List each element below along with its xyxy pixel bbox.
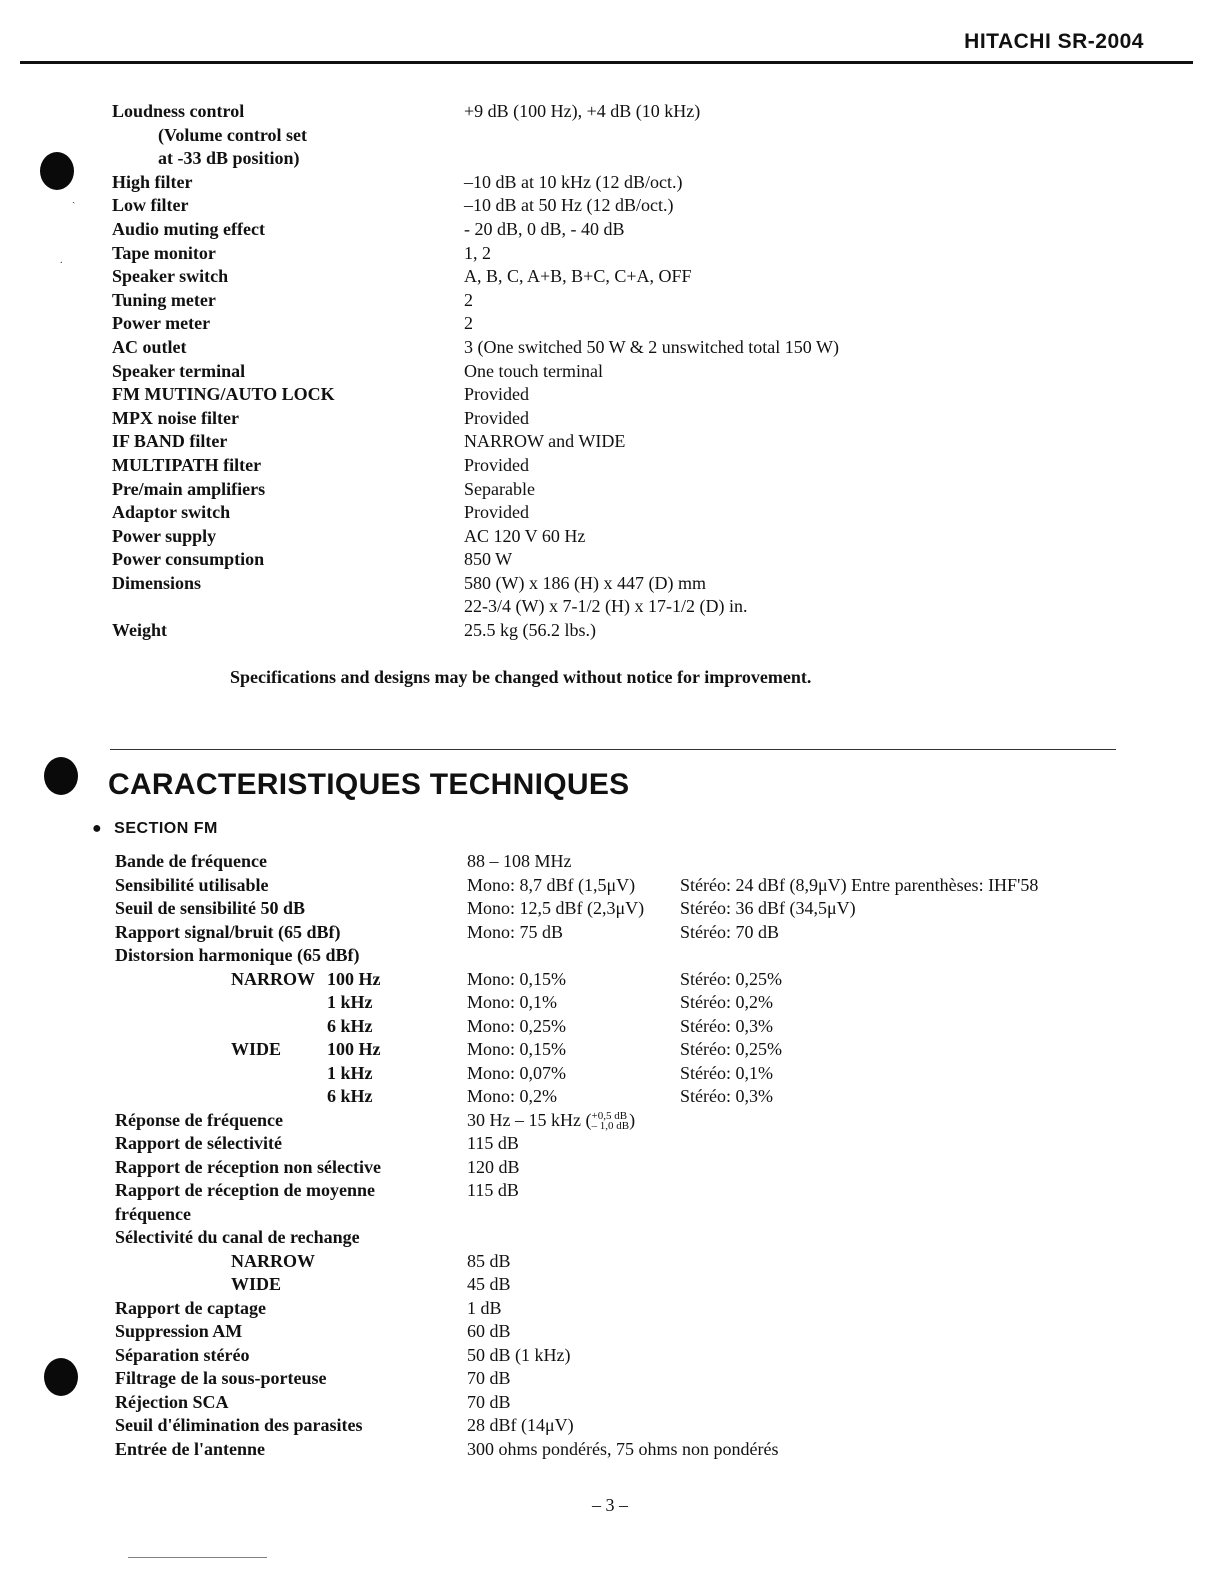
fm-mono-text: 88 – 108 MHz: [467, 851, 572, 871]
spec-value: 2: [464, 313, 473, 334]
fm-spec-label: Rapport de réception de moyenne: [115, 1180, 375, 1200]
spec-label: Tape monitor: [112, 242, 216, 263]
fm-mono-value: [467, 1203, 680, 1227]
fm-frequency-label: 100 Hz: [327, 968, 381, 989]
spec-row: [112, 124, 839, 148]
fm-spec-row: [115, 1132, 1038, 1156]
spec-row: [112, 430, 839, 454]
fm-mono-value: [467, 1132, 680, 1156]
spec-label: Power consumption: [112, 549, 265, 570]
fm-mono-value: [467, 944, 680, 968]
spec-value: AC 120 V 60 Hz: [464, 525, 586, 546]
fm-spec-row: [115, 1038, 1038, 1062]
footer-rule: [128, 1557, 267, 1558]
spec-row: [112, 572, 839, 596]
spec-value: 3 (One switched 50 W & 2 unswitched total 150 W): [464, 336, 839, 357]
fm-spec-row: [115, 968, 1038, 992]
fm-frequency-label: 1 kHz: [327, 1062, 373, 1083]
spec-label: Power supply: [112, 525, 217, 546]
fm-stereo-value: Stéréo: 36 dBf (34,5μV): [680, 898, 856, 918]
spec-label: Pre/main amplifiers: [112, 478, 266, 499]
fm-mono-text: 85 dB: [467, 1250, 511, 1271]
spec-row: [112, 312, 839, 336]
specifications-notice: Specifications and designs may be changed without notice for improvement.: [230, 667, 812, 687]
spec-row: [112, 289, 839, 313]
fm-spec-row: [115, 1156, 1038, 1180]
fm-spec-row: [115, 1344, 1038, 1368]
fm-spec-label: Rapport de réception non sélective: [115, 1156, 381, 1177]
bullet-icon: ●: [92, 820, 103, 837]
fm-mono-text: Mono: 8,7 dBf (1,5μV): [467, 874, 636, 895]
fm-mono-text: 115 dB: [467, 1133, 519, 1153]
fm-spec-label: Rapport de captage: [115, 1297, 266, 1318]
fm-mono-value: [467, 1391, 680, 1415]
fm-mono-text: Mono: 0,1%: [467, 992, 557, 1012]
fm-mono-text: Mono: 0,2%: [467, 1086, 557, 1106]
spec-row: [112, 336, 839, 360]
fm-spec-label: Bande de fréquence: [115, 851, 267, 871]
fm-spec-row: [115, 850, 1038, 874]
fm-stereo-value: Stéréo: 24 dBf (8,9μV) Entre parenthèses: IHF'58: [680, 874, 1039, 895]
fm-mode-label: WIDE: [231, 1274, 282, 1294]
fm-spec-row: [115, 1297, 1038, 1321]
spec-row: [112, 383, 839, 407]
fm-spec-row: [115, 1179, 1038, 1203]
spec-value: 1, 2: [464, 242, 491, 263]
fm-mono-value: [467, 1320, 680, 1344]
fm-mono-value: [467, 1367, 680, 1391]
spec-label: MPX noise filter: [112, 407, 239, 428]
fm-mono-text: 70 dB: [467, 1368, 511, 1388]
spec-value: Provided: [464, 384, 529, 405]
fm-spec-label: fréquence: [115, 1203, 191, 1224]
spec-value: A, B, C, A+B, B+C, C+A, OFF: [464, 266, 692, 287]
fm-spec-row: [115, 944, 1038, 968]
spec-label: Loudness control: [112, 101, 245, 121]
fm-mono-value: [467, 1015, 680, 1039]
spec-value: +9 dB (100 Hz), +4 dB (10 kHz): [464, 101, 701, 121]
spec-label: IF BAND filter: [112, 431, 228, 452]
spec-label: AC outlet: [112, 336, 187, 357]
fm-mono-value: [467, 1414, 680, 1438]
fm-mono-text: 1 dB: [467, 1297, 502, 1318]
fm-spec-label: Distorsion harmonique (65 dBf): [115, 945, 360, 965]
spec-label: at -33 dB position): [158, 148, 300, 169]
spec-row: [112, 100, 839, 124]
spec-row: [112, 548, 839, 572]
fm-mono-text: Mono: 0,25%: [467, 1015, 566, 1036]
subsection-label: SECTION FM: [114, 820, 218, 837]
spec-row: [112, 171, 839, 195]
fm-stereo-value: Stéréo: 70 dB: [680, 921, 779, 942]
specifications-table: [112, 100, 839, 643]
spec-value: 22-3/4 (W) x 7-1/2 (H) x 17-1/2 (D) in.: [464, 596, 748, 617]
fm-mono-text: 30 Hz – 15 kHz: [467, 1109, 581, 1130]
section-title: CARACTERISTIQUES TECHNIQUES: [108, 768, 630, 801]
fm-spec-row: [115, 1203, 1038, 1227]
fm-spec-label: Suppression AM: [115, 1321, 243, 1341]
fm-mono-value: [467, 991, 680, 1015]
subsection-heading: [92, 820, 218, 838]
fm-spec-label: Seuil de sensibilité 50 dB: [115, 898, 306, 918]
fm-spec-label: Rapport de sélectivité: [115, 1133, 282, 1153]
fm-spec-row: [115, 1273, 1038, 1297]
spec-value: One touch terminal: [464, 360, 603, 381]
tolerance: ( +0,5 dB – 1,0 dB ): [580, 1109, 636, 1132]
fm-mono-text: Mono: 75 dB: [467, 921, 564, 942]
fm-mono-value: [467, 897, 680, 921]
fm-spec-row: [115, 921, 1038, 945]
fm-spec-row: [115, 991, 1038, 1015]
fm-spec-sublabel: [115, 1062, 467, 1086]
fm-mono-value: [467, 1273, 680, 1297]
tolerance-plus: +0,5 dB: [591, 1109, 628, 1122]
spec-row: [112, 525, 839, 549]
fm-mono-text: 50 dB (1 kHz): [467, 1344, 571, 1365]
fm-stereo-value: Stéréo: 0,3%: [680, 1086, 773, 1106]
spec-value: –10 dB at 10 kHz (12 dB/oct.): [464, 171, 683, 192]
fm-spec-label: Filtrage de la sous-porteuse: [115, 1368, 327, 1388]
fm-mono-value: [467, 921, 680, 945]
fm-spec-row: [115, 1085, 1038, 1109]
fm-mono-text: Mono: 0,07%: [467, 1062, 566, 1083]
fm-frequency-label: 100 Hz: [327, 1039, 381, 1059]
fm-mono-value: [467, 1085, 680, 1109]
spec-label: [112, 595, 464, 619]
spec-label: (Volume control set: [158, 124, 307, 145]
fm-mono-text: 45 dB: [467, 1274, 511, 1294]
fm-spec-sublabel: [115, 1250, 467, 1274]
spec-label: FM MUTING/AUTO LOCK: [112, 384, 335, 405]
fm-frequency-label: 6 kHz: [327, 1086, 373, 1106]
spec-label: Speaker switch: [112, 266, 229, 287]
spec-row: [112, 265, 839, 289]
spec-label: Adaptor switch: [112, 502, 231, 523]
spec-label: MULTIPATH filter: [112, 454, 262, 475]
spec-row: [112, 194, 839, 218]
spec-row: [112, 619, 839, 643]
spec-row: [112, 407, 839, 431]
spec-row: [112, 478, 839, 502]
fm-mono-text: 28 dBf (14μV): [467, 1415, 574, 1435]
spec-row: [112, 501, 839, 525]
spec-row: [112, 147, 839, 171]
page-header-model: HITACHI SR-2004: [964, 30, 1144, 53]
spec-label: Dimensions: [112, 572, 202, 593]
spec-value: NARROW and WIDE: [464, 431, 626, 452]
fm-spec-label: Sélectivité du canal de rechange: [115, 1227, 360, 1247]
fm-spec-row: [115, 897, 1038, 921]
spec-label: Tuning meter: [112, 289, 216, 310]
spec-value: Provided: [464, 502, 529, 523]
scan-speck: .: [60, 255, 63, 266]
fm-spec-row: [115, 1226, 1038, 1250]
fm-spec-sublabel: [115, 1273, 467, 1297]
fm-mono-value: [467, 1179, 680, 1203]
fm-spec-row: [115, 1414, 1038, 1438]
fm-specifications-table: [115, 850, 1038, 1461]
spec-label: Low filter: [112, 195, 189, 216]
spec-value: Provided: [464, 454, 529, 475]
spec-value: 850 W: [464, 549, 513, 570]
fm-stereo-value: Stéréo: 0,3%: [680, 1015, 773, 1036]
fm-mode-label: NARROW: [231, 968, 315, 989]
header-rule: [20, 61, 1193, 64]
fm-spec-row: [115, 1109, 1038, 1133]
punch-hole: [44, 757, 78, 795]
fm-spec-row: [115, 1015, 1038, 1039]
fm-mono-text: 300 ohms pondérés, 75 ohms non pondérés: [467, 1438, 779, 1459]
fm-mono-text: 70 dB: [467, 1391, 511, 1412]
fm-mono-value: [467, 874, 680, 898]
tolerance-minus: – 1,0 dB: [591, 1119, 630, 1132]
spec-row: [112, 454, 839, 478]
fm-mono-value: [467, 1250, 680, 1274]
fm-spec-row: [115, 1391, 1038, 1415]
spec-value: 580 (W) x 186 (H) x 447 (D) mm: [464, 572, 706, 593]
fm-mono-value: [467, 1344, 680, 1368]
fm-spec-label: Entrée de l'antenne: [115, 1438, 265, 1459]
fm-stereo-value: Stéréo: 0,25%: [680, 968, 782, 989]
spec-value: –10 dB at 50 Hz (12 dB/oct.): [464, 195, 674, 216]
fm-frequency-label: 6 kHz: [327, 1015, 373, 1036]
fm-mono-text: 115 dB: [467, 1180, 519, 1200]
fm-spec-label: Rapport signal/bruit (65 dBf): [115, 921, 341, 942]
spec-value: 25.5 kg (56.2 lbs.): [464, 620, 596, 641]
spec-row: [112, 595, 839, 619]
fm-spec-row: [115, 1062, 1038, 1086]
spec-value: Separable: [464, 478, 535, 499]
fm-mono-text: 60 dB: [467, 1321, 511, 1341]
spec-label: High filter: [112, 171, 193, 192]
fm-mode-label: NARROW: [231, 1250, 315, 1271]
fm-stereo-value: Stéréo: 0,1%: [680, 1062, 773, 1083]
fm-mono-text: 120 dB: [467, 1156, 520, 1177]
fm-stereo-value: Stéréo: 0,25%: [680, 1039, 782, 1059]
fm-mono-value: [467, 1438, 779, 1462]
spec-label: Weight: [112, 620, 168, 641]
fm-mono-value: [467, 1297, 680, 1321]
fm-spec-row: [115, 1320, 1038, 1344]
fm-stereo-value: Stéréo: 0,2%: [680, 992, 773, 1012]
spec-label: Audio muting effect: [112, 218, 265, 239]
fm-mono-value: [467, 1038, 680, 1062]
spec-value: Provided: [464, 407, 529, 428]
fm-mode-label: WIDE: [231, 1039, 282, 1059]
spec-row: [112, 218, 839, 242]
fm-mono-text: Mono: 0,15%: [467, 1039, 566, 1059]
fm-mono-text: Mono: 12,5 dBf (2,3μV): [467, 898, 645, 918]
fm-mono-value: [467, 850, 680, 874]
fm-mono-value: [467, 1062, 680, 1086]
spec-row: [112, 242, 839, 266]
page-number: – 3 –: [592, 1495, 628, 1515]
fm-spec-row: [115, 1250, 1038, 1274]
spec-label: Power meter: [112, 313, 211, 334]
spec-label: Speaker terminal: [112, 360, 246, 381]
fm-spec-label: Séparation stéréo: [115, 1344, 250, 1365]
fm-mono-value: [467, 968, 680, 992]
fm-spec-sublabel: [115, 1085, 467, 1109]
spec-value: - 20 dB, 0 dB, - 40 dB: [464, 218, 625, 239]
fm-spec-label: Sensibilité utilisable: [115, 874, 269, 895]
fm-spec-label: Réjection SCA: [115, 1391, 229, 1412]
fm-spec-row: [115, 874, 1038, 898]
fm-spec-row: [115, 1367, 1038, 1391]
fm-mono-value: [467, 1226, 680, 1250]
section-divider: [110, 749, 1116, 750]
fm-mono-text: Mono: 0,15%: [467, 968, 566, 989]
fm-spec-label: Seuil d'élimination des parasites: [115, 1415, 363, 1435]
fm-spec-sublabel: [115, 1015, 467, 1039]
fm-mono-value: [467, 1109, 680, 1133]
fm-frequency-label: 1 kHz: [327, 992, 373, 1012]
spec-row: [112, 360, 839, 384]
fm-spec-row: [115, 1438, 1038, 1462]
fm-spec-sublabel: [115, 1038, 467, 1062]
spec-value: 2: [464, 289, 473, 310]
fm-spec-sublabel: [115, 991, 467, 1015]
fm-spec-sublabel: [115, 968, 467, 992]
fm-mono-value: [467, 1156, 680, 1180]
punch-hole: [44, 1358, 78, 1396]
fm-spec-label: Réponse de fréquence: [115, 1109, 283, 1130]
punch-hole: [40, 152, 74, 190]
scan-speck: ˎ: [72, 193, 76, 204]
